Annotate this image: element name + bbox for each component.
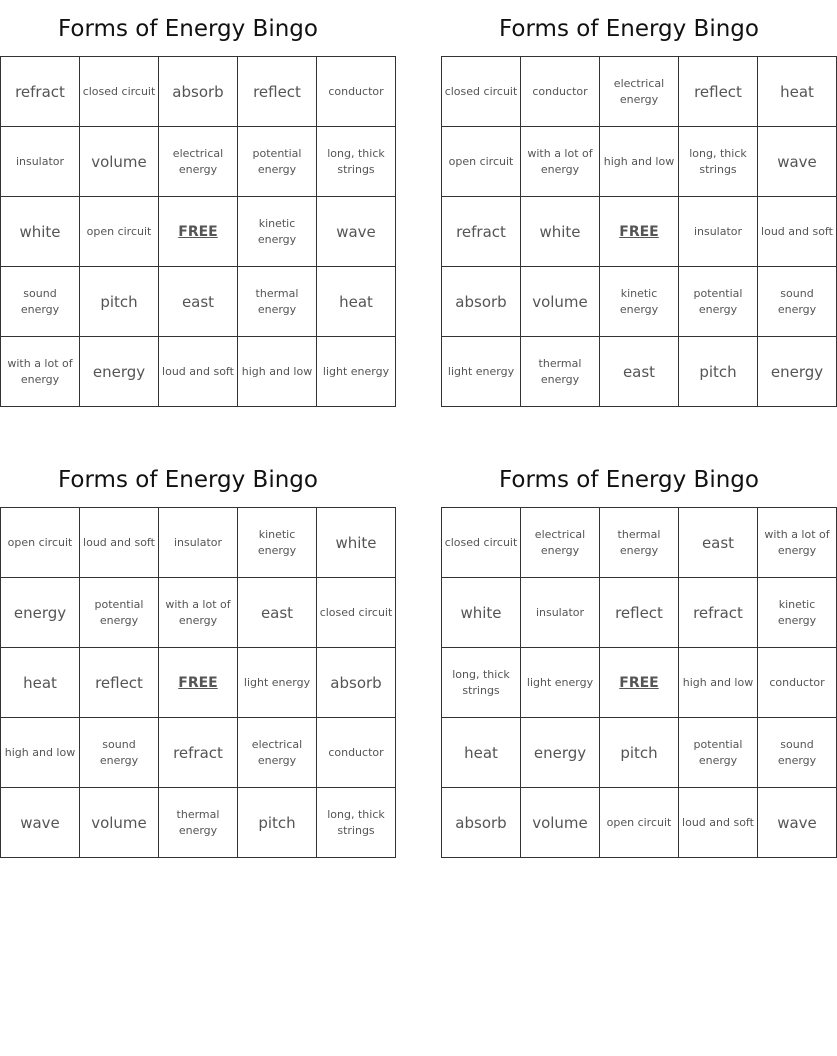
bingo-cell: long, thick strings [317, 788, 396, 858]
card-title: Forms of Energy Bingo [58, 16, 318, 42]
bingo-cell: thermal energy [238, 267, 317, 337]
grid-row [1, 127, 396, 197]
grid-row [1, 57, 396, 127]
bingo-cell: electrical energy [521, 508, 600, 578]
bingo-cell: reflect [679, 57, 758, 127]
bingo-cell: light energy [442, 337, 521, 407]
bingo-cell: white [521, 197, 600, 267]
card-title: Forms of Energy Bingo [499, 16, 759, 42]
bingo-cell: pitch [238, 788, 317, 858]
grid-row [442, 127, 837, 197]
bingo-cell: volume [521, 267, 600, 337]
bingo-card-1 [0, 0, 390, 407]
bingo-grid [441, 507, 837, 858]
bingo-cell: loud and soft [758, 197, 837, 267]
bingo-cell: closed circuit [317, 578, 396, 648]
bingo-cell: white [1, 197, 80, 267]
bingo-cell: energy [1, 578, 80, 648]
bingo-cell: conductor [758, 648, 837, 718]
bingo-cell: kinetic energy [238, 197, 317, 267]
bingo-cell: insulator [679, 197, 758, 267]
bingo-cell: east [679, 508, 758, 578]
bingo-cell: reflect [600, 578, 679, 648]
bingo-cell: heat [442, 718, 521, 788]
grid-row [442, 197, 837, 267]
bingo-cell: wave [317, 197, 396, 267]
free-space-cell: FREE [159, 197, 238, 267]
bingo-cell: east [159, 267, 238, 337]
bingo-cell: east [600, 337, 679, 407]
bingo-card-4 [441, 451, 830, 858]
bingo-cell: with a lot of energy [159, 578, 238, 648]
bingo-cell: pitch [679, 337, 758, 407]
bingo-cell: closed circuit [442, 508, 521, 578]
bingo-cell: reflect [238, 57, 317, 127]
bingo-cell: kinetic energy [238, 508, 317, 578]
grid-row [442, 648, 837, 718]
bingo-cell: white [442, 578, 521, 648]
bingo-cell: with a lot of energy [521, 127, 600, 197]
grid-row [442, 788, 837, 858]
bingo-cell: kinetic energy [758, 578, 837, 648]
bingo-cell: potential energy [238, 127, 317, 197]
bingo-cell: thermal energy [521, 337, 600, 407]
grid-row [1, 788, 396, 858]
bingo-grid [0, 507, 396, 858]
bingo-cell: kinetic energy [600, 267, 679, 337]
bingo-cell: thermal energy [600, 508, 679, 578]
grid-row [442, 578, 837, 648]
bingo-cell: refract [442, 197, 521, 267]
bingo-cell: loud and soft [159, 337, 238, 407]
bingo-cell: sound energy [758, 267, 837, 337]
bingo-cell: high and low [679, 648, 758, 718]
bingo-cell: potential energy [679, 267, 758, 337]
grid-row [442, 57, 837, 127]
bingo-cell: energy [521, 718, 600, 788]
bingo-grid [441, 56, 837, 407]
bingo-cell: conductor [317, 718, 396, 788]
bingo-cell: electrical energy [238, 718, 317, 788]
grid-row [1, 578, 396, 648]
bingo-cell: high and low [1, 718, 80, 788]
bingo-cell: loud and soft [80, 508, 159, 578]
bingo-cell: electrical energy [159, 127, 238, 197]
grid-row [1, 718, 396, 788]
bingo-card-2 [441, 0, 833, 407]
bingo-cell: wave [758, 788, 837, 858]
grid-row [1, 648, 396, 718]
bingo-cell: open circuit [1, 508, 80, 578]
bingo-cell: refract [1, 57, 80, 127]
bingo-cell: with a lot of energy [758, 508, 837, 578]
bingo-cell: volume [521, 788, 600, 858]
bingo-cell: reflect [80, 648, 159, 718]
bingo-cell: volume [80, 127, 159, 197]
bingo-grid [0, 56, 396, 407]
grid-row [1, 197, 396, 267]
free-space-cell: FREE [600, 197, 679, 267]
bingo-cell: long, thick strings [317, 127, 396, 197]
bingo-cell: insulator [1, 127, 80, 197]
bingo-cell: open circuit [80, 197, 159, 267]
bingo-cell: absorb [442, 788, 521, 858]
bingo-cell: pitch [600, 718, 679, 788]
bingo-cell: sound energy [80, 718, 159, 788]
bingo-cell: potential energy [80, 578, 159, 648]
bingo-cell: sound energy [1, 267, 80, 337]
bingo-cell: open circuit [442, 127, 521, 197]
bingo-cell: conductor [317, 57, 396, 127]
bingo-cell: heat [758, 57, 837, 127]
bingo-cell: white [317, 508, 396, 578]
bingo-cell: absorb [159, 57, 238, 127]
bingo-cell: light energy [317, 337, 396, 407]
bingo-cell: conductor [521, 57, 600, 127]
free-space-cell: FREE [600, 648, 679, 718]
bingo-cell: refract [679, 578, 758, 648]
bingo-cell: high and low [238, 337, 317, 407]
bingo-cell: insulator [521, 578, 600, 648]
bingo-cell: energy [80, 337, 159, 407]
grid-row [442, 508, 837, 578]
grid-row [1, 508, 396, 578]
bingo-cell: open circuit [600, 788, 679, 858]
bingo-cell: east [238, 578, 317, 648]
bingo-cell: absorb [317, 648, 396, 718]
bingo-cell: absorb [442, 267, 521, 337]
grid-row [442, 337, 837, 407]
bingo-cell: pitch [80, 267, 159, 337]
bingo-cell: wave [1, 788, 80, 858]
bingo-cell: high and low [600, 127, 679, 197]
bingo-cell: refract [159, 718, 238, 788]
bingo-card-3 [0, 451, 393, 858]
bingo-cell: long, thick strings [442, 648, 521, 718]
bingo-cell: long, thick strings [679, 127, 758, 197]
bingo-cell: electrical energy [600, 57, 679, 127]
grid-row [442, 267, 837, 337]
card-title: Forms of Energy Bingo [58, 467, 318, 493]
bingo-cell: heat [317, 267, 396, 337]
bingo-cell: light energy [238, 648, 317, 718]
bingo-cell: potential energy [679, 718, 758, 788]
bingo-cell: energy [758, 337, 837, 407]
bingo-cell: volume [80, 788, 159, 858]
bingo-cell: heat [1, 648, 80, 718]
grid-row [1, 267, 396, 337]
free-space-cell: FREE [159, 648, 238, 718]
bingo-cell: closed circuit [80, 57, 159, 127]
card-title: Forms of Energy Bingo [499, 467, 759, 493]
bingo-cell: insulator [159, 508, 238, 578]
bingo-cell: light energy [521, 648, 600, 718]
grid-row [1, 337, 396, 407]
grid-row [442, 718, 837, 788]
bingo-cell: loud and soft [679, 788, 758, 858]
bingo-cell: thermal energy [159, 788, 238, 858]
bingo-cell: with a lot of energy [1, 337, 80, 407]
bingo-cell: wave [758, 127, 837, 197]
bingo-cell: closed circuit [442, 57, 521, 127]
bingo-cell: sound energy [758, 718, 837, 788]
